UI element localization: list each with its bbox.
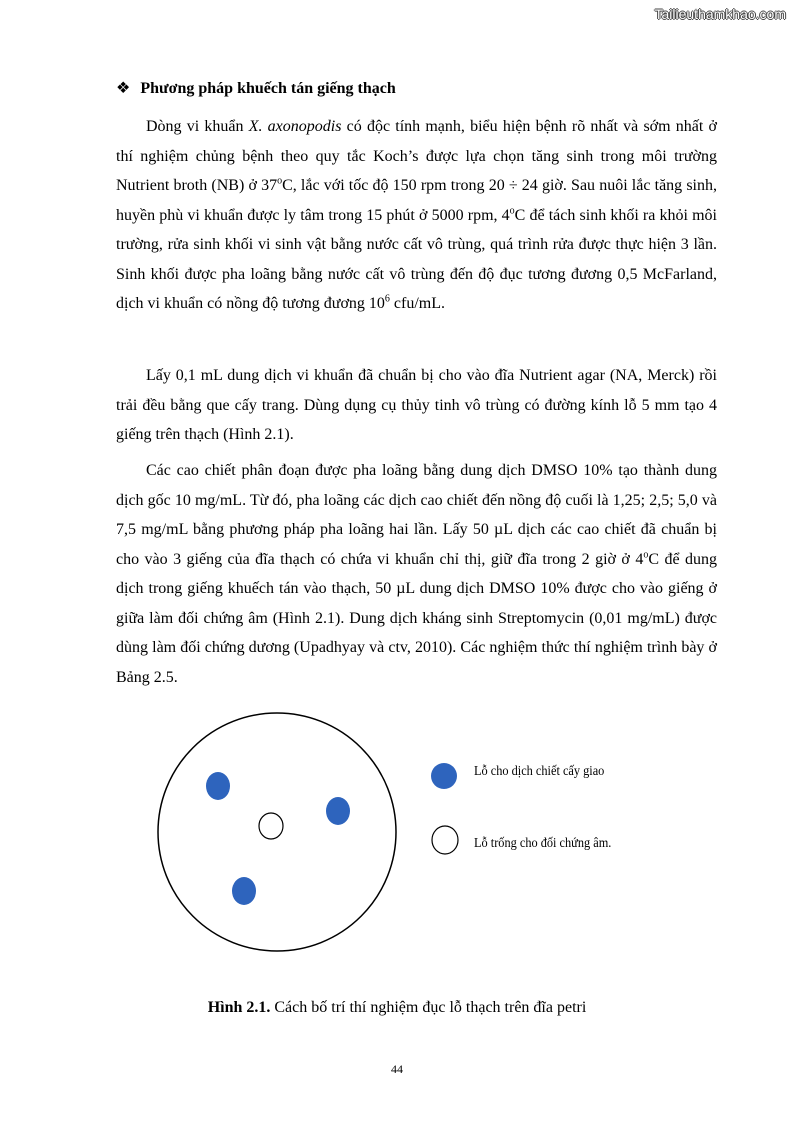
text-run: cfu/mL. [389, 295, 445, 312]
page-number: 44 [391, 1062, 403, 1076]
species-name: X. axonopodis [248, 118, 342, 135]
degree-superscript: o [509, 205, 515, 217]
paragraph-strain-preparation [116, 112, 717, 319]
text-run: Các cao chiết phân đoạn được pha loãng bằng dung dịch DMSO 10% tạo thành dung dịch gốc 10 mg/mL. Từ đó, pha loãng các dịch cao chiết đến nồng độ cuối là 1,25; 2,5; 5,0 và 7,5 mg/mL bằng phương pháp pha loãng hai lần. Lấy 50 µL dịch các cao chiết đã chuẩn bị cho vào 3 giếng của đĩa thạch có chứa vi khuẩn chỉ thị, giữ đĩa trong 2 giờ ở 4 [116, 462, 717, 568]
degree-superscript: o [277, 175, 283, 187]
degree-superscript: o [643, 549, 649, 561]
text-run: C để dung dịch trong giếng khuếch tán vào thạch, 50 µL dung dịch DMSO 10% được cho vào giếng ở giữa làm đối chứng âm (Hình 2.1). Dung dịch kháng sinh Streptomycin (0,01 mg/mL) được dùng làm đối chứng dương (Upadhyay và ctv, 2010). Các nghiệm thức thí nghiệm trình bày ở Bảng 2.5. [116, 550, 717, 686]
control-well [259, 813, 283, 839]
legend-empty-well-icon [432, 826, 458, 854]
figure-caption-text: Cách bố trí thí nghiệm đục lỗ thạch trên đĩa petri [270, 999, 587, 1016]
legend-filled-well-icon [431, 763, 457, 789]
paragraph-extract-dilution [116, 456, 717, 692]
paragraph-plate-preparation: Lấy 0,1 mL dung dịch vi khuẩn đã chuẩn bị cho vào đĩa Nutrient agar (NA, Merck) rồi trải đều bằng que cấy trang. Dùng dụng cụ thủy tinh vô trùng có đường kính lỗ 5 mm tạo 4 giếng trên thạch (Hình 2.1). [116, 367, 717, 443]
section-heading-text: Phương pháp khuếch tán giếng thạch [140, 80, 396, 97]
diamond-bullet-icon: ❖ [116, 80, 131, 97]
text-run: C để tách sinh khối ra khỏi môi trường, rửa sinh khối vi sinh vật bằng nước cất vô trùng, quá trình rửa được thực hiện 3 lần. Sinh khối được pha loãng bằng nước cất vô trùng đến độ đục tương đương 0,5 McFarland, dịch vi khuẩn có nồng độ tương đương 10 [116, 206, 717, 312]
figure-caption [0, 999, 794, 1017]
legend-filled-label: Lỗ cho dịch chiết cấy giao [474, 764, 605, 779]
text-run: có độc tính mạnh, biểu hiện bệnh rõ nhất và sớm nhất ở thí nghiệm chủng bệnh theo quy tắc Koch’s được lựa chọn tăng sinh trong môi trường Nutrient broth (NB) ở 37 [116, 118, 717, 194]
figure-caption-label: Hình 2.1. [207, 999, 271, 1016]
legend-empty-label: Lỗ trống cho đối chứng âm. [474, 836, 612, 851]
section-heading [116, 78, 396, 98]
text-run: C, lắc với tốc độ 150 rpm trong 20 ÷ 24 giờ. Sau nuôi lắc tăng sinh, huyền phù vi khuẩn được ly tâm trong 15 phút ở 5000 rpm, 4 [116, 177, 718, 224]
extract-well-2 [326, 797, 350, 825]
exponent-superscript: 6 [384, 293, 390, 305]
extract-well-1 [206, 772, 230, 800]
extract-well-3 [232, 877, 256, 905]
watermark: Tailieuthamkhao.com [654, 6, 786, 22]
text-run: Dòng vi khuẩn [146, 118, 249, 135]
